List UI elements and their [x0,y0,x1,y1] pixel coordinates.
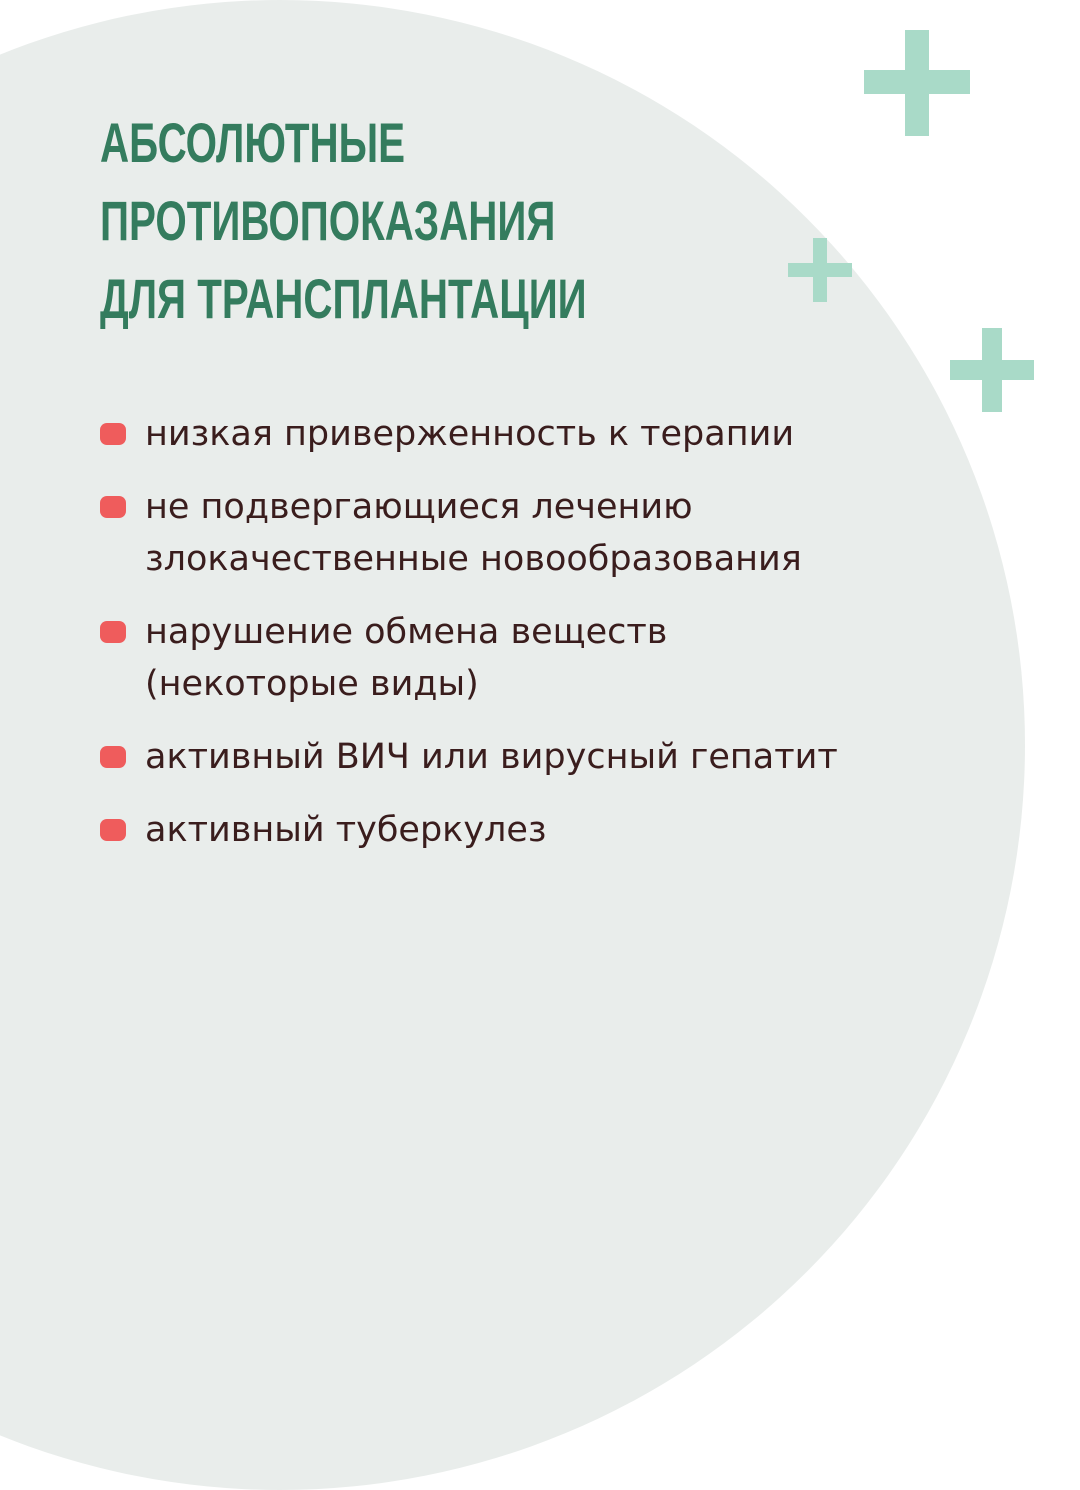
plus-icon [950,328,1034,412]
bullet-icon [100,621,126,643]
title-line: АБСОЛЮТНЫЕ [100,111,406,174]
title-line: ПРОТИВОПОКАЗАНИЯ [100,189,556,252]
contraindications-list [100,408,838,877]
list-item-text: злокачественные новообразования [145,539,802,579]
plus-icon [788,238,852,302]
bullet-icon [100,423,126,445]
list-item-text: низкая приверженность к терапии [145,414,795,454]
bullet-icon [100,819,126,841]
title-line: ДЛЯ ТРАНСПЛАНТАЦИИ [100,267,587,330]
list-item-text: (некоторые виды) [145,664,479,704]
list-item-text: нарушение обмена веществ [145,612,668,652]
list-item [100,606,838,710]
bullet-icon [100,496,126,518]
list-item-text: активный ВИЧ или вирусный гепатит [145,737,838,777]
list-item-text: не подвергающиеся лечению [145,487,693,527]
bullet-icon [100,746,126,768]
list-item [100,481,838,585]
list-item [100,731,838,783]
page-title [100,104,587,338]
list-item-text: активный туберкулез [145,810,547,850]
list-item [100,408,838,460]
plus-icon [864,30,970,136]
list-item [100,804,838,856]
